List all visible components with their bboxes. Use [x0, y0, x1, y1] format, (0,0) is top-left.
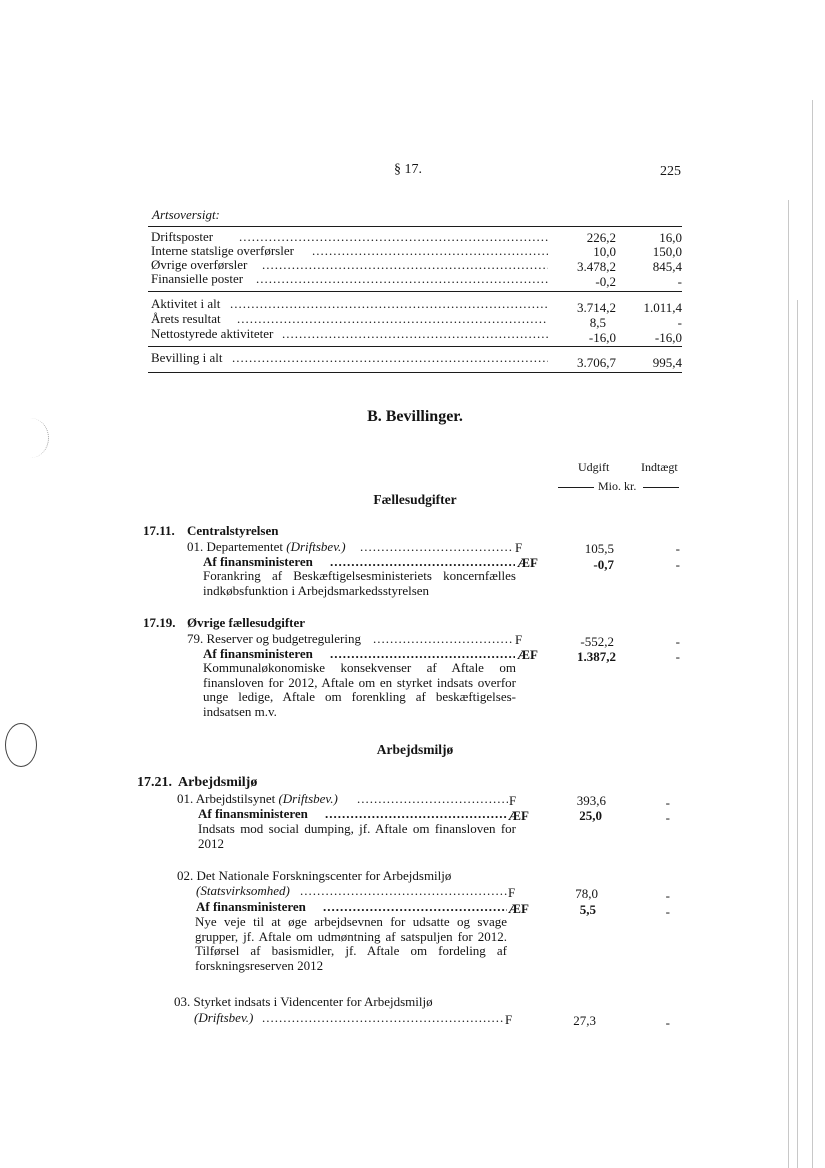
line-label: Af finansministeren [198, 806, 308, 821]
scan-edge-line [797, 300, 798, 1168]
line-code: F [515, 632, 523, 647]
line-indtaegt: - [675, 649, 680, 664]
line-code: ÆF [517, 555, 538, 570]
leader-dots [330, 554, 515, 569]
row-indtaegt: 845,4 [652, 259, 682, 274]
line-indtaegt: - [665, 888, 670, 903]
line-value: 105,5 [584, 541, 614, 556]
line-label: 03. Styrket indsats i Videncenter for Arbejdsmiljø [174, 994, 433, 1009]
section-title: B. Bevillinger. [367, 408, 463, 425]
scan-edge-line [812, 100, 813, 1168]
row-udgift: 3.478,2 [577, 259, 616, 274]
row-label: Øvrige overførsler [151, 257, 248, 272]
line-value: -552,2 [580, 634, 614, 649]
line-note: Forankring af Beskæftigelsesministeriets koncernfælles indkøbsfunktion i Arbejdsmarkedsstyrelsen [203, 568, 516, 598]
account-number: 17.21. [137, 775, 172, 790]
line-value: 27,3 [573, 1013, 596, 1028]
line-value: 1.387,2 [577, 649, 616, 664]
row-indtaegt: -16,0 [654, 330, 682, 345]
line-code: ÆF [508, 808, 529, 823]
table-rule-top [148, 226, 682, 227]
line-value: 393,6 [576, 793, 606, 808]
line-code: F [515, 540, 523, 555]
row-udgift: 3.706,7 [577, 355, 616, 370]
leader-dots [300, 883, 507, 898]
page-number: 225 [660, 164, 681, 179]
line-note: Kommunaløkonomiske konsekvenser af Aftale om finansloven for 2012, Aftale om en styrket indsats overfor unge ledige, Aftale om forenkling af beskæftigelses-indsatsen m.v. [203, 660, 516, 719]
unit-rule-left [558, 487, 594, 488]
scan-mark [12, 418, 49, 458]
leader-dots [237, 311, 548, 326]
leader-dots [373, 631, 514, 646]
table-rule [148, 291, 682, 292]
row-indtaegt: 1.011,4 [643, 300, 682, 315]
leader-dots [262, 257, 548, 272]
line-note: Nye veje til at øge arbejdsevnen for udsatte og svage grupper, jf. Aftale om udmøntning af satspuljen for 2012. Tilførsel af basismidler, jf. Aftale om fordeling af forskningsreserven 2012 [195, 914, 507, 973]
line-text: 01. Arbejdstilsynet [177, 791, 276, 806]
leader-dots [325, 806, 507, 821]
row-indtaegt: - [677, 274, 682, 289]
leader-dots [230, 296, 548, 311]
row-udgift: 10,0 [593, 244, 616, 259]
scan-edge-line [788, 200, 789, 1168]
row-udgift: 226,2 [586, 230, 616, 245]
col-header-udgift: Udgift [578, 460, 610, 474]
account-title: Arbejdsmiljø [178, 775, 258, 790]
line-value: 78,0 [575, 886, 598, 901]
row-label: Bevilling i alt [151, 350, 223, 365]
unit-label: Mio. kr. [598, 479, 637, 493]
line-label: Af finansministeren [203, 646, 313, 661]
leader-dots [323, 899, 507, 914]
leader-dots [360, 539, 514, 554]
row-label: Årets resultat [151, 311, 221, 326]
line-code: F [509, 793, 517, 808]
leader-dots [357, 791, 508, 806]
leader-dots [262, 1010, 504, 1025]
leader-dots [312, 243, 548, 258]
table-rule-bottom [148, 372, 682, 373]
line-note: Indsats mod social dumping, jf. Aftale om finansloven for 2012 [198, 821, 516, 851]
line-indtaegt: - [675, 557, 680, 572]
line-type: (Driftsbev.) [194, 1010, 254, 1025]
unit-rule-right [643, 487, 679, 488]
account-number: 17.19. [143, 615, 176, 630]
line-code: ÆF [508, 901, 529, 916]
artsoversigt-title: Artsoversigt: [152, 207, 220, 222]
row-udgift: 3.714,2 [577, 300, 616, 315]
row-udgift: 8,5 [589, 315, 606, 330]
punch-hole [5, 723, 37, 767]
row-label: Nettostyrede aktiviteter [151, 326, 274, 341]
line-indtaegt: - [665, 795, 670, 810]
row-indtaegt: 150,0 [652, 244, 682, 259]
line-indtaegt: - [665, 810, 670, 825]
line-type: (Statsvirksomhed) [196, 883, 290, 898]
line-text: 01. Departementet [187, 539, 284, 554]
account-number: 17.11. [143, 523, 175, 538]
leader-dots [256, 271, 548, 286]
leader-dots [330, 646, 515, 661]
row-udgift: -16,0 [588, 330, 616, 345]
group-heading: Arbejdsmiljø [376, 742, 454, 757]
account-title: Centralstyrelsen [187, 523, 279, 538]
col-header-indtaegt: Indtægt [641, 460, 678, 474]
line-indtaegt: - [665, 904, 670, 919]
line-label: Af finansministeren [203, 554, 313, 569]
row-label: Aktivitet i alt [151, 296, 221, 311]
line-label [187, 539, 346, 554]
row-label: Driftsposter [151, 229, 214, 244]
line-type: (Driftsbev.) [286, 539, 346, 554]
line-label: 79. Reserver og budgetregulering [187, 631, 362, 646]
table-rule [148, 346, 682, 347]
line-code: F [505, 1012, 513, 1027]
line-label [177, 791, 338, 806]
row-indtaegt: - [677, 315, 682, 330]
leader-dots [282, 326, 548, 341]
line-code: ÆF [517, 647, 538, 662]
section-header: § 17. [394, 162, 422, 177]
leader-dots [232, 350, 548, 365]
line-indtaegt: - [675, 634, 680, 649]
row-indtaegt: 16,0 [659, 230, 682, 245]
account-title: Øvrige fællesudgifter [187, 615, 306, 630]
row-indtaegt: 995,4 [652, 355, 682, 370]
line-indtaegt: - [665, 1015, 670, 1030]
line-label: 02. Det Nationale Forskningscenter for Arbejdsmiljø [177, 868, 452, 883]
line-label: Af finansministeren [196, 899, 306, 914]
line-code: F [508, 885, 516, 900]
row-label: Finansielle poster [151, 271, 244, 286]
line-value: -0,7 [593, 557, 614, 572]
row-label: Interne statslige overførsler [151, 243, 294, 258]
row-udgift: -0,2 [595, 274, 616, 289]
line-value: 25,0 [579, 808, 602, 823]
line-indtaegt: - [675, 541, 680, 556]
group-heading: Fællesudgifter [373, 492, 457, 507]
line-type: (Driftsbev.) [278, 791, 338, 806]
leader-dots [239, 229, 548, 244]
line-value: 5,5 [579, 902, 596, 917]
